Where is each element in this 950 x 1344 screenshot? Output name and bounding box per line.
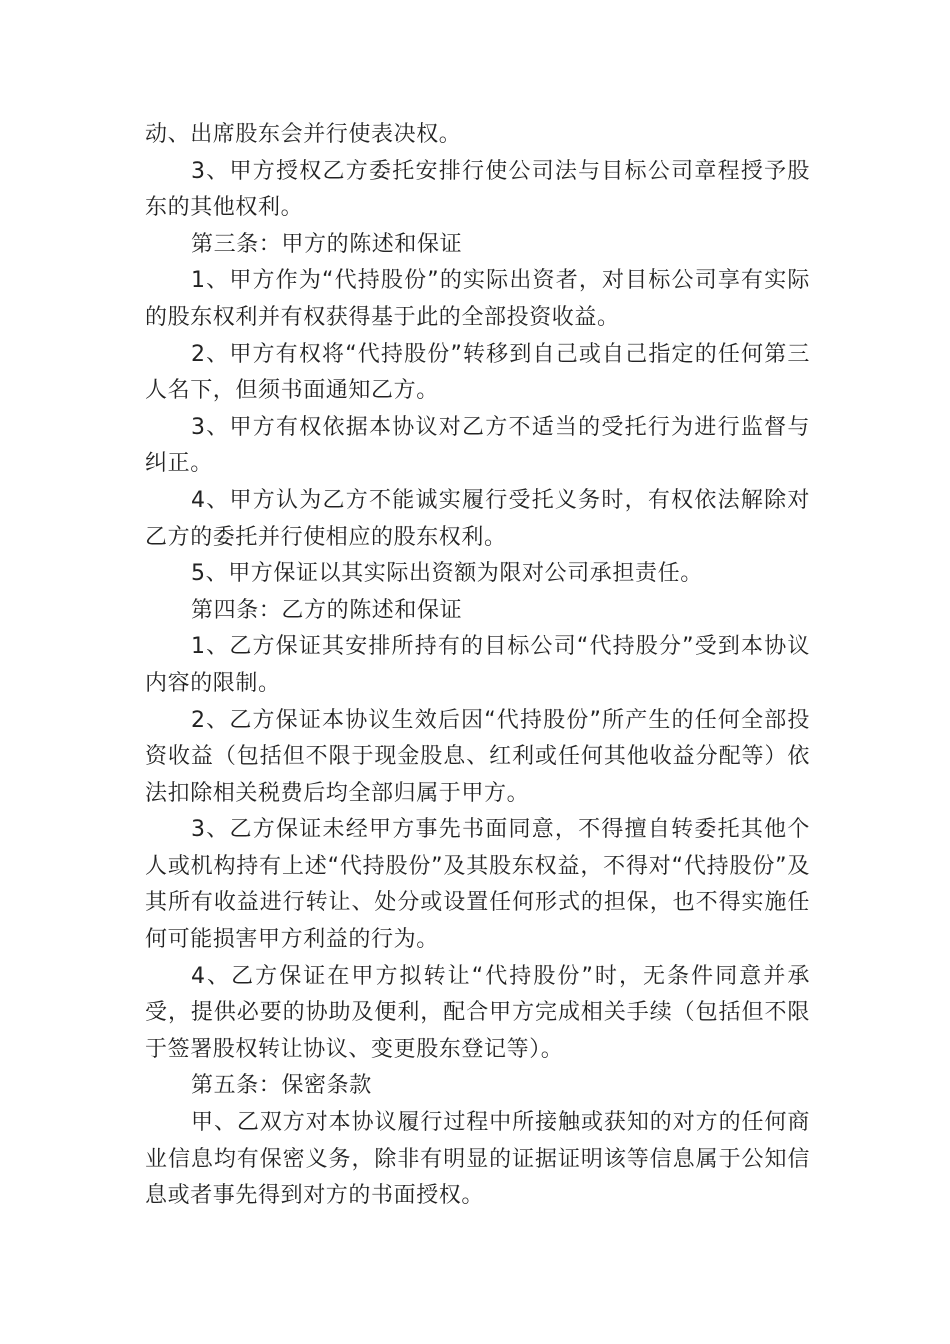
paragraph-article-4-item-2: 2、乙方保证本协议生效后因“代持股份”所产生的任何全部投资收益（包括但不限于现金股息、红利或任何其他收益分配等）依法扣除相关税费后均全部归属于甲方。: [145, 707, 810, 806]
paragraph-article-3-item-3: 3、甲方有权依据本协议对乙方不适当的受托行为进行监督与纠正。: [145, 414, 810, 477]
article-5-heading: 第五条：保密条款: [191, 1073, 372, 1099]
paragraph-article-5-body: 甲、乙双方对本协议履行过程中所接触或获知的对方的任何商业信息均有保密义务，除非有明显的证据证明该等信息属于公知信息或者事先得到对方的书面授权。: [145, 1110, 810, 1209]
document-body: [145, 117, 810, 1215]
paragraph-clause-2-item-3: 3、甲方授权乙方委托安排行使公司法与目标公司章程授予股东的其他权利。: [145, 158, 810, 221]
paragraph-article-4-item-1: 1、乙方保证其安排所持有的目标公司“代持股分”受到本协议内容的限制。: [145, 634, 810, 696]
paragraph-article-4-item-3: 3、乙方保证未经甲方事先书面同意，不得擅自转委托其他个人或机构持有上述“代持股份”及其股东权益，不得对“代持股份”及其所有收益进行转让、处分或设置任何形式的担保，也不得实施任何可能损害甲方利益的行为。: [145, 817, 810, 953]
paragraph-article-3-item-2: 2、甲方有权将“代持股份”转移到自己或自己指定的任何第三人名下，但须书面通知乙方。: [145, 341, 810, 404]
paragraph-article-3-item-4: 4、甲方认为乙方不能诚实履行受托义务时，有权依法解除对乙方的委托并行使相应的股东权利。: [145, 487, 810, 550]
paragraph-continuation: 动、出席股东会并行使表决权。: [145, 122, 462, 147]
article-4-heading: 第四条：乙方的陈述和保证: [191, 597, 463, 623]
paragraph-article-4-item-4: 4、乙方保证在甲方拟转让“代持股份”时，无条件同意并承受，提供必要的协助及便利，配合甲方完成相关手续（包括但不限于签署股权转让协议、变更股东登记等）。: [145, 963, 810, 1062]
article-3-heading: 第三条：甲方的陈述和保证: [191, 231, 463, 257]
paragraph-article-3-item-5: 5、甲方保证以其实际出资额为限对公司承担责任。: [191, 561, 703, 587]
paragraph-article-3-item-1: 1、甲方作为“代持股份”的实际出资者，对目标公司享有实际的股东权利并有权获得基于此的全部投资收益。: [145, 268, 810, 330]
